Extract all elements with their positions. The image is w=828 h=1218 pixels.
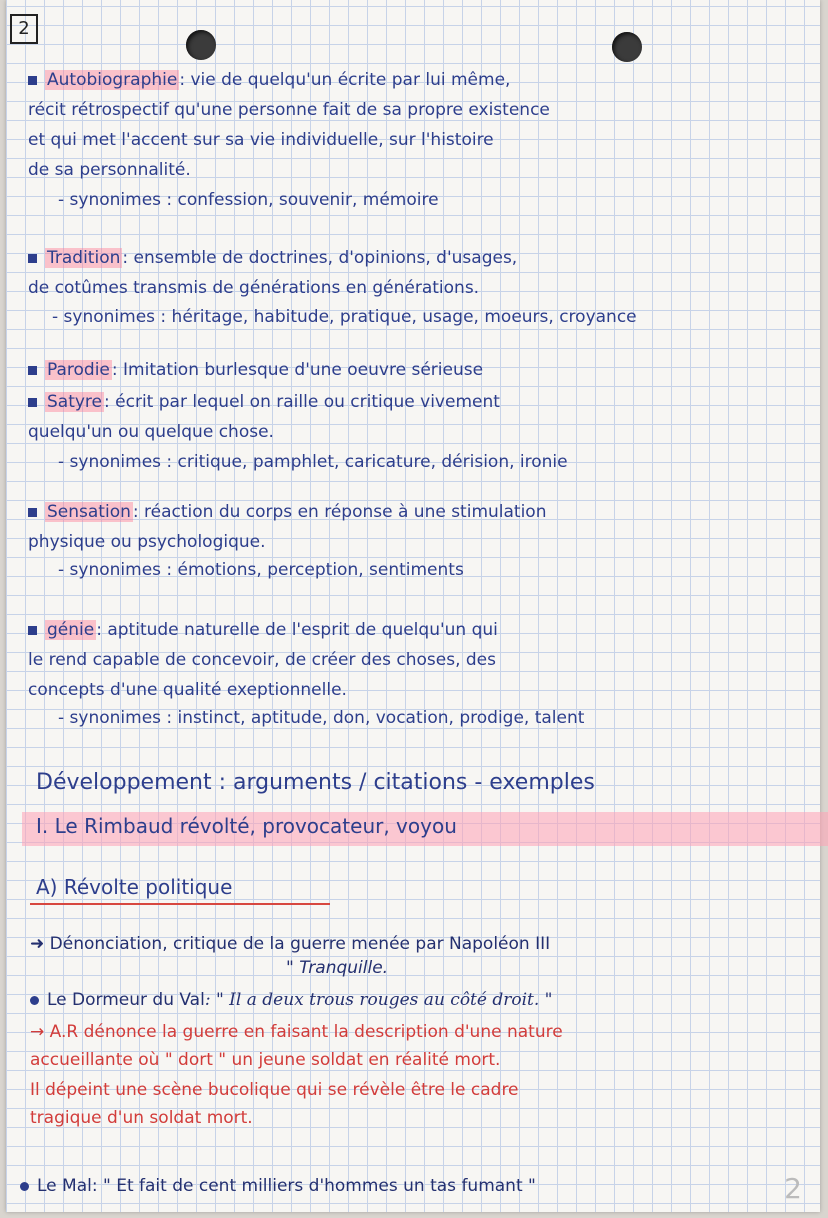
synonyms-line: - synonimes : critique, pamphlet, caricature, dérision, ironie — [58, 452, 568, 472]
analysis-line: tragique d'un soldat mort. — [30, 1108, 253, 1128]
definition-line: et qui met l'accent sur sa vie individuelle, sur l'histoire — [28, 130, 494, 150]
arrow-right-icon: ➜ — [30, 934, 50, 954]
arrow-note: ➜ Dénonciation, critique de la guerre menée par Napoléon III — [30, 934, 551, 954]
square-bullet-icon — [28, 398, 37, 407]
dot-bullet-icon — [20, 1182, 29, 1191]
definition-term: Satyre — [47, 392, 103, 412]
page-number: 2 — [10, 14, 38, 44]
analysis-line: → A.R dénonce la guerre en faisant la description d'une nature — [30, 1022, 563, 1042]
definition-line: récit rétrospectif qu'une personne fait de sa propre existence — [28, 100, 550, 120]
square-bullet-icon — [28, 626, 37, 635]
synonyms-line: - synonimes : héritage, habitude, pratique, usage, moeurs, croyance — [52, 307, 637, 327]
subsection-title: A) Révolte politique — [36, 875, 233, 899]
poem-citation: Le Mal: " Et fait de cent milliers d'hommes un tas fumant " — [20, 1176, 536, 1196]
synonyms-line: - synonimes : instinct, aptitude, don, vocation, prodige, talent — [58, 708, 585, 728]
definition-line: Tradition : ensemble de doctrines, d'opinions, d'usages, — [28, 248, 517, 268]
definition-line: Satyre : écrit par lequel on raille ou critique vivement — [28, 392, 500, 412]
square-bullet-icon — [28, 508, 37, 517]
square-bullet-icon — [28, 366, 37, 375]
definition-term: Tradition — [47, 248, 121, 268]
binder-hole-right — [612, 32, 642, 62]
definition-term: Parodie — [47, 360, 110, 380]
definition-term: Sensation — [47, 502, 131, 522]
notebook-page — [6, 0, 820, 1212]
arrow-note-quote: " Tranquille. — [286, 958, 389, 978]
definition-term: génie — [47, 620, 95, 640]
corner-page-number: 2 — [784, 1172, 802, 1205]
definition-line: Parodie : Imitation burlesque d'une oeuvre sérieuse — [28, 360, 483, 380]
binder-hole-left — [186, 30, 216, 60]
square-bullet-icon — [28, 76, 37, 85]
definition-line: quelqu'un ou quelque chose. — [28, 422, 274, 442]
poem-citation: Le Dormeur du Val: " Il a deux trous rouges au côté droit. " — [30, 990, 553, 1010]
analysis-line: accueillante où " dort " un jeune soldat en réalité mort. — [30, 1050, 501, 1070]
definition-line: génie : aptitude naturelle de l'esprit de quelqu'un qui — [28, 620, 498, 640]
definition-line: physique ou psychologique. — [28, 532, 266, 552]
definition-line: concepts d'une qualité exeptionnelle. — [28, 680, 347, 700]
subsection-underline — [30, 903, 330, 905]
definition-line: Autobiographie : vie de quelqu'un écrite par lui même, — [28, 70, 510, 90]
analysis-line: Il dépeint une scène bucolique qui se révèle être le cadre — [30, 1080, 519, 1100]
definition-term: Autobiographie — [47, 70, 178, 90]
dot-bullet-icon — [30, 996, 39, 1005]
definition-line: le rend capable de concevoir, de créer des choses, des — [28, 650, 496, 670]
development-heading: Développement : arguments / citations - exemples — [36, 770, 595, 795]
square-bullet-icon — [28, 254, 37, 263]
synonyms-line: - synonimes : confession, souvenir, mémoire — [58, 190, 439, 210]
definition-line: de sa personnalité. — [28, 160, 191, 180]
definition-line: Sensation : réaction du corps en réponse à une stimulation — [28, 502, 547, 522]
definition-line: de cotûmes transmis de générations en générations. — [28, 278, 480, 298]
section-title: I. Le Rimbaud révolté, provocateur, voyou — [36, 814, 457, 838]
synonyms-line: - synonimes : émotions, perception, sentiments — [58, 560, 464, 580]
